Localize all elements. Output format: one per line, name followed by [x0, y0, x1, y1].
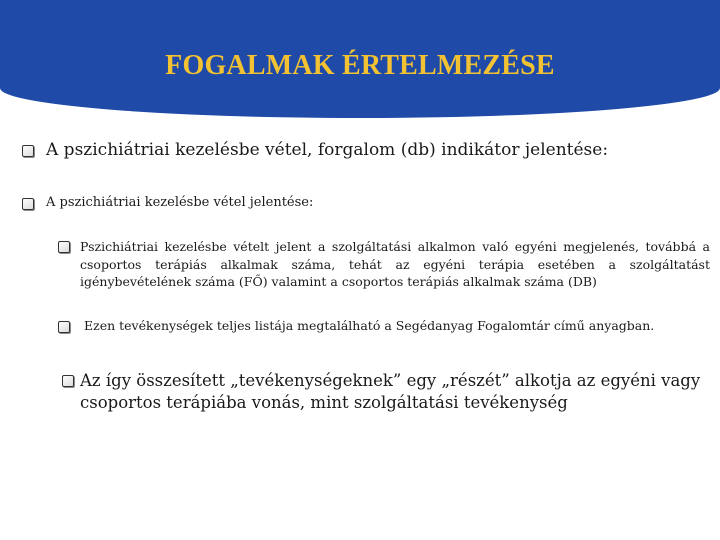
checkbox-bullet-icon — [58, 321, 70, 333]
bullet-text-4: Ezen tevékenységek teljes listája megtalálható a Segédanyag Fogalomtár című anyagban. — [84, 318, 655, 333]
checkbox-bullet-icon — [22, 145, 34, 157]
title-banner — [0, 0, 720, 118]
bullet-text-5: Az így összesített „tevékenységeknek” egy „részét” alkotja az egyéni vagy csoportos terápiába vonás, mint szolgáltatási tevékenység — [80, 371, 701, 413]
checkbox-bullet-icon — [58, 241, 70, 253]
sub-bullet-item-2 — [58, 318, 710, 333]
bullet-item-1 — [22, 140, 608, 160]
sub-bullet-item-1 — [58, 238, 710, 291]
checkbox-bullet-icon — [62, 375, 74, 387]
bullet-text-2: A pszichiátriai kezelésbe vétel jelentése: — [46, 195, 314, 210]
slide-title: FOGALMAK ÉRTELMEZÉSE — [165, 50, 555, 81]
checkbox-bullet-icon — [22, 198, 34, 210]
bullet-text-3: Pszichiátriai kezelésbe vételt jelent a szolgáltatási alkalmon való egyéni megjelenés, továbbá a csoportos terápiás alkalmak száma, tehát az egyéni terápia esetében a szolgáltatást igénybevételének száma (FŐ) valamint a csoportos terápiás alkalmak száma (DB) — [80, 239, 710, 289]
bullet-item-2 — [22, 195, 313, 210]
bullet-item-5 — [62, 370, 714, 415]
bullet-text-1: A pszichiátriai kezelésbe vétel, forgalom (db) indikátor jelentése: — [46, 140, 609, 160]
